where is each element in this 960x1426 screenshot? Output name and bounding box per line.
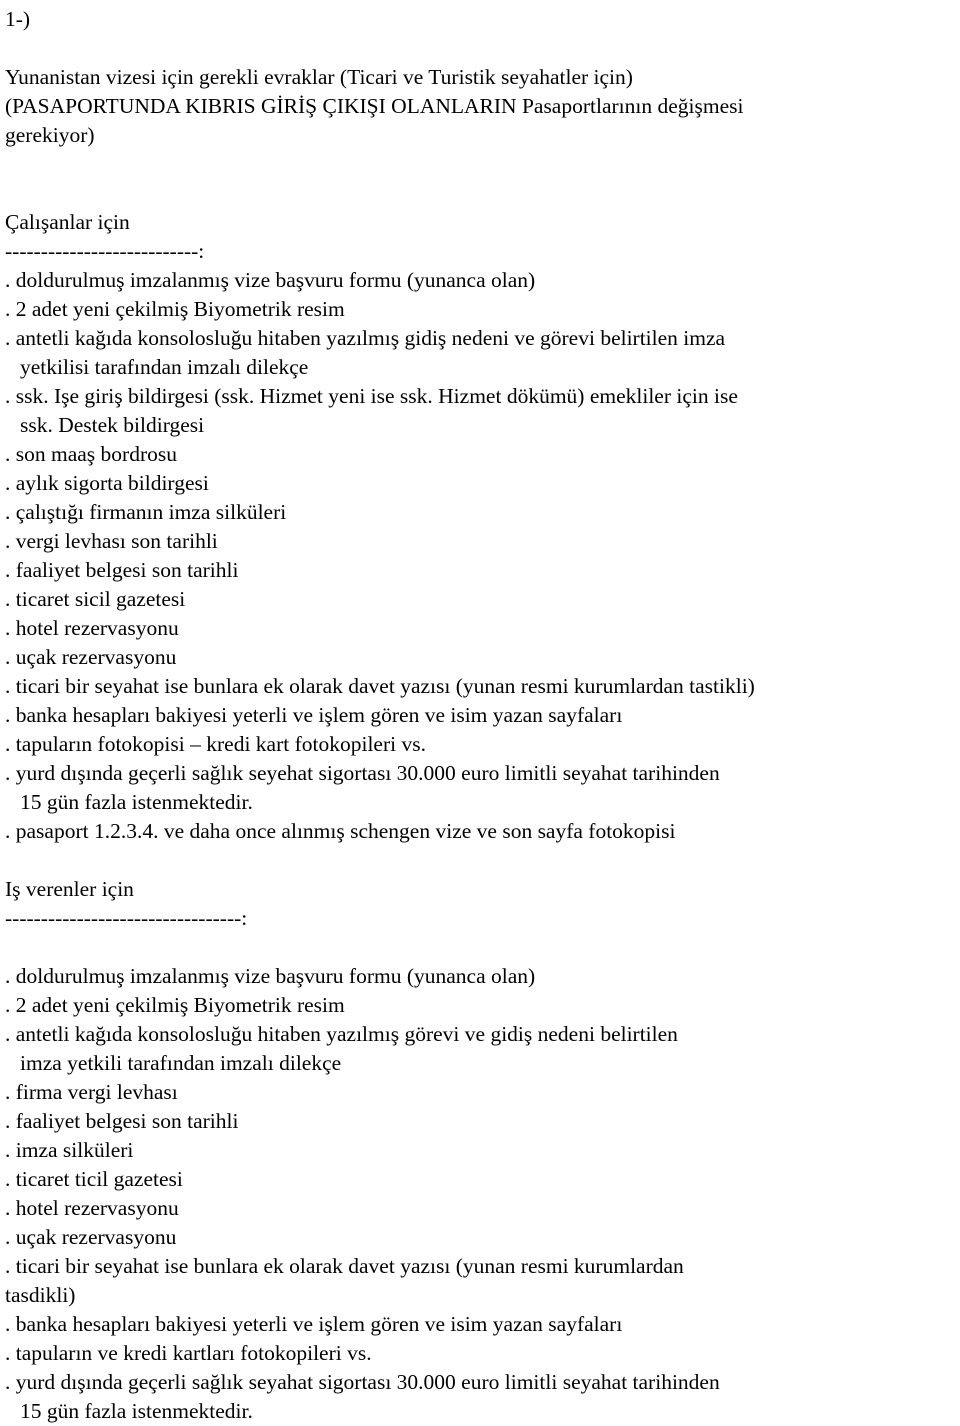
list-item-continuation: yetkilisi tarafından imzalı dilekçe (20, 355, 309, 379)
spacer (5, 34, 960, 63)
list-item: . 2 adet yeni çekilmiş Biyometrik resim (5, 993, 345, 1017)
spacer (5, 846, 960, 875)
list-item: . çalıştığı firmanın imza silküleri (5, 500, 287, 524)
list-item: . uçak rezervasyonu (5, 645, 177, 669)
list-item: . antetli kağıda konsolosluğu hitaben yazılmış gidiş nedeni ve görevi belirtilen imza (5, 326, 726, 350)
title-line: gerekiyor) (5, 123, 95, 147)
section-heading: Çalışanlar için (5, 210, 130, 234)
title-line: (PASAPORTUNDA KIBRIS GİRİŞ ÇIKIŞI OLANLARIN Pasaportlarının değişmesi (5, 94, 744, 118)
section-separator: ---------------------------------: (5, 906, 248, 930)
list-item: . ticari bir seyahat ise bunlara ek olarak davet yazısı (yunan resmi kurumlardan tastikli) (5, 674, 755, 698)
list-item: . ticari bir seyahat ise bunlara ek olarak davet yazısı (yunan resmi kurumlardan (5, 1254, 684, 1278)
list-item: . ssk. Işe giriş bildirgesi (ssk. Hizmet yeni ise ssk. Hizmet dökümü) emekliler için ise (5, 384, 738, 408)
list-item-continuation: 15 gün fazla istenmektedir. (20, 1399, 253, 1423)
list-item: . hotel rezervasyonu (5, 1196, 179, 1220)
list-item: . uçak rezervasyonu (5, 1225, 177, 1249)
title-line: Yunanistan vizesi için gerekli evraklar (Ticari ve Turistik seyahatler için) (5, 65, 633, 89)
list-item: . aylık sigorta bildirgesi (5, 471, 209, 495)
list-item: . faaliyet belgesi son tarihli (5, 1109, 239, 1133)
document-page (5, 0, 960, 1426)
list-item: . vergi levhası son tarihli (5, 529, 218, 553)
list-item: . yurd dışında geçerli sağlık seyahat sigortası 30.000 euro limitli seyahat tarihinden (5, 1370, 720, 1394)
spacer (5, 933, 960, 962)
heading-number: 1-) (5, 7, 31, 31)
list-item: . antetli kağıda konsolosluğu hitaben yazılmış görevi ve gidiş nedeni belirtilen (5, 1022, 678, 1046)
list-item: . doldurulmuş imzalanmış vize başvuru formu (yunanca olan) (5, 964, 536, 988)
list-item: . banka hesapları bakiyesi yeterli ve işlem gören ve isim yazan sayfaları (5, 1312, 623, 1336)
list-item: . 2 adet yeni çekilmiş Biyometrik resim (5, 297, 345, 321)
list-item: . imza silküleri (5, 1138, 134, 1162)
section-heading: Iş verenler için (5, 877, 134, 901)
list-item: . doldurulmuş imzalanmış vize başvuru formu (yunanca olan) (5, 268, 536, 292)
list-item-continuation: tasdikli) (5, 1283, 76, 1307)
list-item: . tapuların ve kredi kartları fotokopileri vs. (5, 1341, 372, 1365)
list-item-continuation: ssk. Destek bildirgesi (20, 413, 205, 437)
document-title (5, 63, 960, 150)
section-employees (5, 208, 960, 846)
list-item: . firma vergi levhası (5, 1080, 178, 1104)
list-item: . yurd dışında geçerli sağlık seyehat sigortası 30.000 euro limitli seyahat tarihinden (5, 761, 720, 785)
list-item-continuation: imza yetkili tarafından imzalı dilekçe (20, 1051, 342, 1075)
list-item: . ticaret sicil gazetesi (5, 587, 186, 611)
spacer (5, 150, 960, 179)
list-item: . son maaş bordrosu (5, 442, 177, 466)
spacer (5, 179, 960, 208)
list-item: . hotel rezervasyonu (5, 616, 179, 640)
section-separator: ---------------------------: (5, 239, 205, 263)
list-item: . faaliyet belgesi son tarihli (5, 558, 239, 582)
list-item: . banka hesapları bakiyesi yeterli ve işlem gören ve isim yazan sayfaları (5, 703, 623, 727)
list-item: . tapuların fotokopisi – kredi kart fotokopileri vs. (5, 732, 426, 756)
list-item-continuation: 15 gün fazla istenmektedir. (20, 790, 253, 814)
list-item: . ticaret ticil gazetesi (5, 1167, 183, 1191)
list-item: . pasaport 1.2.3.4. ve daha once alınmış schengen vize ve son sayfa fotokopisi (5, 819, 676, 843)
section-employers (5, 875, 960, 1426)
